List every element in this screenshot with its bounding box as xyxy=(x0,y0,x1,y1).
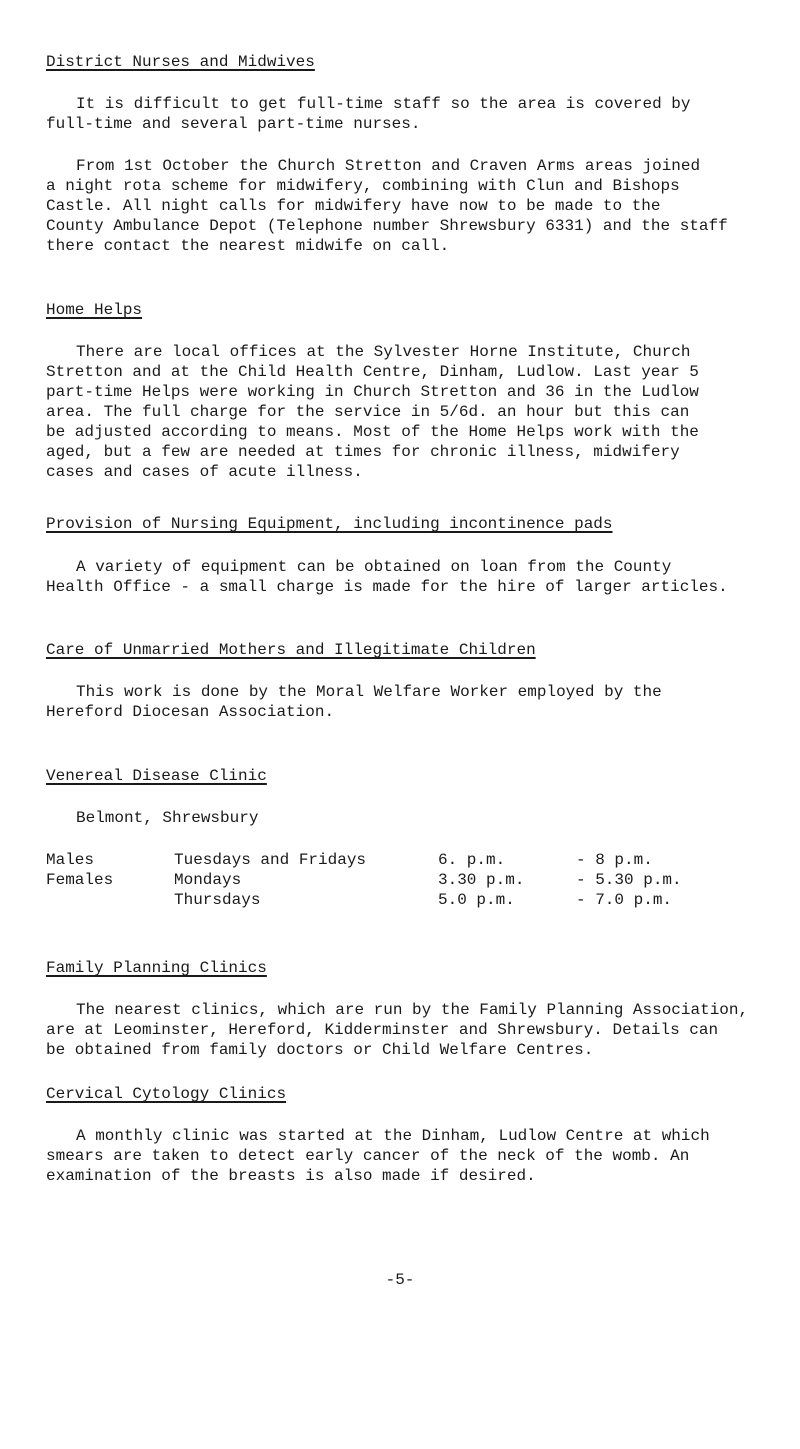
schedule-days: Tuesdays and Fridays xyxy=(174,851,367,869)
schedule-group: Females xyxy=(46,871,114,889)
schedule-start: 5.0 p.m. xyxy=(438,891,515,909)
unmarried-mothers-para-1: This work is done by the Moral Welfare Worker employed by the Hereford Diocesan Association. xyxy=(46,683,662,721)
schedule-start: 6. p.m. xyxy=(438,851,506,869)
schedule-end: - 7.0 p.m. xyxy=(576,891,673,909)
heading-nursing-equipment: Provision of Nursing Equipment, including incontinence pads xyxy=(46,515,613,533)
heading-family-planning: Family Planning Clinics xyxy=(46,959,267,977)
district-nurses-para-2: From 1st October the Church Stretton and Craven Arms areas joined a night rota scheme for midwifery, combining with Clun and Bishops Castle. All night calls for midwifery have now to be made to the County Ambulance Depot (Telephone number Shrewsbury 6331) and the staff there contact the nearest midwife on call. xyxy=(46,157,728,255)
heading-home-helps: Home Helps xyxy=(46,301,143,319)
heading-district-nurses: District Nurses and Midwives xyxy=(46,53,315,71)
district-nurses-para-1: It is difficult to get full-time staff so the area is covered by full-time and several part-time nurses. xyxy=(46,95,691,133)
heading-venereal-disease: Venereal Disease Clinic xyxy=(46,767,267,785)
page-number: -5- xyxy=(385,1271,415,1289)
nursing-equipment-para-1: A variety of equipment can be obtained on loan from the County Health Office - a small charge is made for the hire of larger articles. xyxy=(46,558,728,596)
schedule-end: - 8 p.m. xyxy=(576,851,653,869)
heading-unmarried-mothers: Care of Unmarried Mothers and Illegitimate Children xyxy=(46,641,536,659)
home-helps-para-1: There are local offices at the Sylvester Horne Institute, Church Stretton and at the Child Health Centre, Dinham, Ludlow. Last year 5 part-time Helps were working in Church Stretton and 36 in the Ludlow area. The full charge for the service in 5/6d. an hour but this can be adjusted according to means. Most of the Home Helps work with the aged, but a few are needed at times for chronic illness, midwifery cases and cases of acute illness. xyxy=(46,343,699,481)
schedule-group: Males xyxy=(46,851,95,869)
schedule-end: - 5.30 p.m. xyxy=(576,871,682,889)
heading-cervical-cytology: Cervical Cytology Clinics xyxy=(46,1085,287,1103)
cervical-cytology-para-1: A monthly clinic was started at the Dinham, Ludlow Centre at which smears are taken to detect early cancer of the neck of the womb. An examination of the breasts is also made if desired. xyxy=(46,1127,710,1185)
schedule-days: Mondays xyxy=(174,871,242,889)
family-planning-para-1: The nearest clinics, which are run by the Family Planning Association, are at Leominster, Hereford, Kidderminster and Shrewsbury. Details can be obtained from family doctors or Child Welfare Centres. xyxy=(46,1001,749,1059)
schedule-days: Thursdays xyxy=(174,891,261,909)
schedule-start: 3.30 p.m. xyxy=(438,871,525,889)
venereal-disease-location: Belmont, Shrewsbury xyxy=(76,809,259,827)
